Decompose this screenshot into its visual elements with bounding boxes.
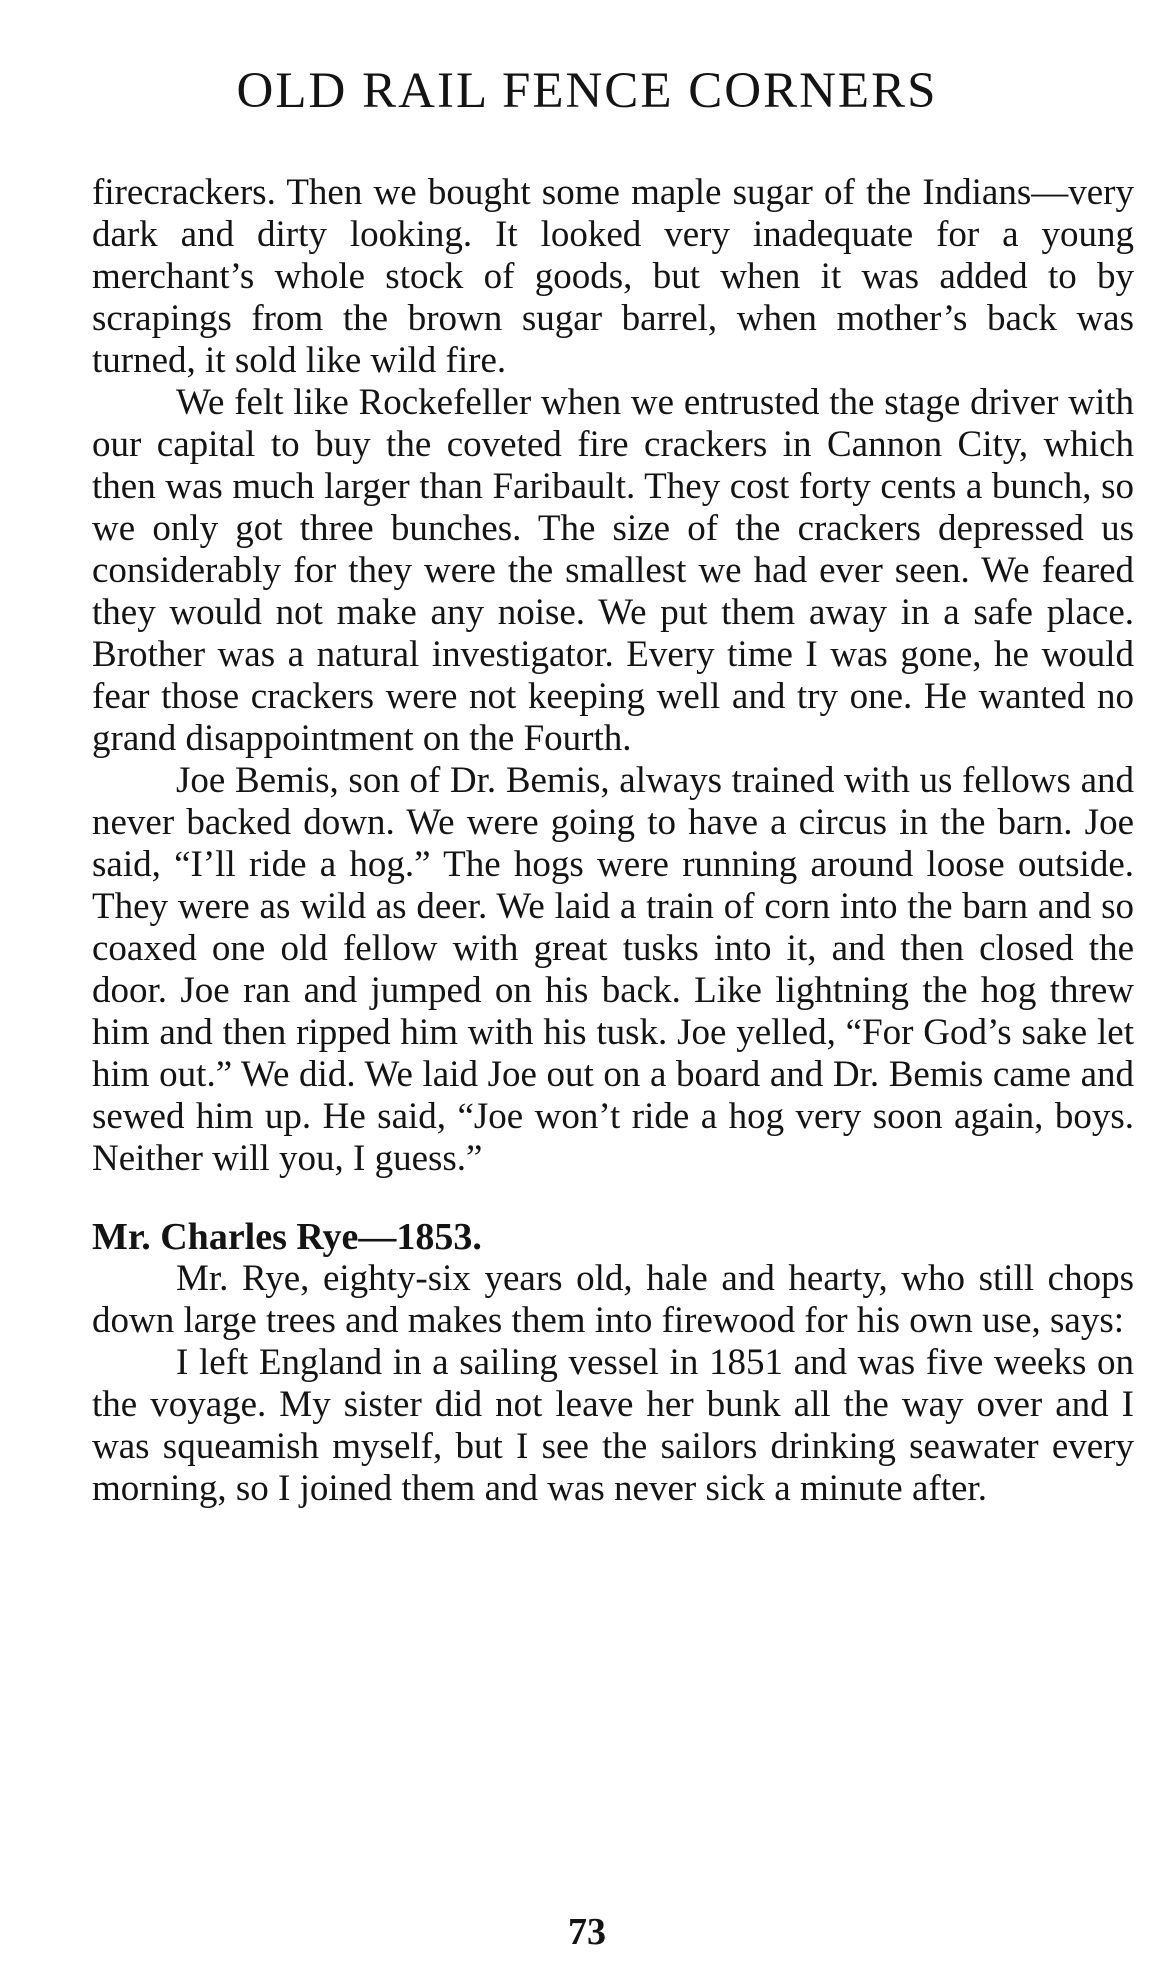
body-text	[92, 172, 1134, 1510]
paragraph-rockefeller: We felt like Rockefeller when we entrusted the stage driver with our capital to buy the coveted fire crackers in Cannon City, which then was much larger than Faribault. They cost forty cents a bunch, so we only got three bunches. The size of the crackers depressed us considerably for they were the smallest we had ever seen. We feared they would not make any noise. We put them away in a safe place. Brother was a natural investigator. Every time I was gone, he would fear those crackers were not keeping well and try one. He wanted no grand disappointment on the Fourth.	[92, 382, 1134, 759]
page-number: 73	[568, 1911, 606, 1953]
paragraph-continuation: firecrackers. Then we bought some maple sugar of the Indians—very dark and dirty looking. It looked very inadequate for a young merchant’s whole stock of goods, but when it was added to by scrapings from the brown sugar barrel, when mother’s back was turned, it sold like wild fire.	[92, 172, 1134, 381]
paragraph-joe-bemis: Joe Bemis, son of Dr. Bemis, always trained with us fellows and never backed down. We were going to have a circus in the barn. Joe said, “I’ll ride a hog.” The hogs were running around loose outside. They were as wild as deer. We laid a train of corn into the barn and so coaxed one old fellow with great tusks into it, and then closed the door. Joe ran and jumped on his back. Like lightning the hog threw him and then ripped him with his tusk. Joe yelled, “For God’s sake let him out.” We did. We laid Joe out on a board and Dr. Bemis came and sewed him up. He said, “Joe won’t ride a hog very soon again, boys. Neither will you, I guess.”	[92, 760, 1134, 1179]
running-head: OLD RAIL FENCE CORNERS	[236, 63, 938, 119]
paragraph-mr-rye-intro: Mr. Rye, eighty-six years old, hale and hearty, who still chops down large trees and makes them into firewood for his own use, says:	[92, 1258, 1134, 1341]
paragraph-mr-rye-voyage: I left England in a sailing vessel in 1851 and was five weeks on the voyage. My sister did not leave her bunk all the way over and I was squeamish myself, but I see the sailors drinking seawater every morning, so I joined them and was never sick a minute after.	[92, 1342, 1134, 1509]
section-heading: Mr. Charles Rye—1853.	[92, 1216, 482, 1258]
